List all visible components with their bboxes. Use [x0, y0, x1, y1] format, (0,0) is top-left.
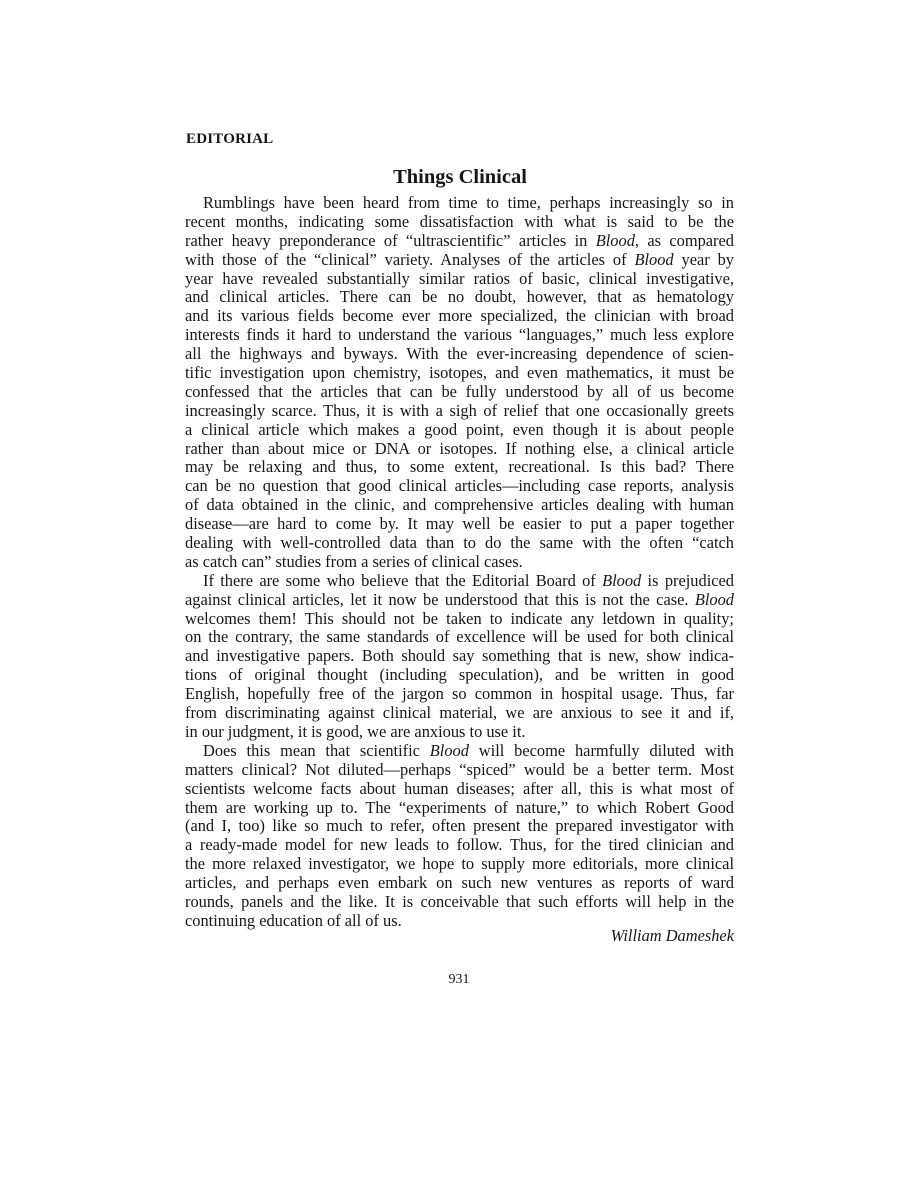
article-title: Things Clinical	[393, 166, 527, 188]
body-line: the more relaxed investigator, we hope to supply more editorials, more clinical	[185, 855, 734, 874]
body-line: and its various fields become ever more specialized, the clinician with broad	[185, 307, 734, 326]
body-line: of data obtained in the clinic, and comprehensive articles dealing with human	[185, 496, 734, 515]
italic-journal-name: Blood	[595, 231, 635, 250]
body-line: welcomes them! This should not be taken to indicate any letdown in quality;	[185, 609, 734, 628]
body-line: in our judgment, it is good, we are anxious to use it.	[185, 722, 526, 741]
section-label: EDITORIAL	[186, 131, 274, 147]
body-line: from discriminating against clinical material, we are anxious to see it and if,	[185, 704, 734, 723]
body-line: as catch can” studies from a series of clinical cases.	[185, 552, 523, 571]
article-body	[185, 194, 734, 931]
body-line: on the contrary, the same standards of excellence will be used for both clinical	[185, 628, 734, 647]
body-line: rather heavy preponderance of “ultrascientific” articles in Blood, as compared	[185, 231, 734, 250]
body-line: can be no question that good clinical articles—including case reports, analysis	[185, 477, 734, 496]
body-line: confessed that the articles that can be fully understood by all of us become	[185, 382, 734, 401]
body-line: English, hopefully free of the jargon so common in hospital usage. Thus, far	[185, 685, 734, 704]
body-line: a clinical article which makes a good point, even though it is about people	[185, 420, 734, 439]
page-number: 931	[448, 972, 470, 987]
body-line: Does this mean that scientific Blood will become harmfully diluted with	[203, 741, 734, 760]
italic-journal-name: Blood	[694, 590, 734, 609]
body-line: a ready-made model for new leads to follow. Thus, for the tired clinician and	[185, 836, 734, 855]
body-line: continuing education of all of us.	[185, 911, 402, 930]
body-line: Rumblings have been heard from time to time, perhaps increasingly so in	[203, 194, 734, 212]
body-line: and clinical articles. There can be no doubt, however, that as hematology	[185, 288, 734, 307]
body-line: tific investigation upon chemistry, isotopes, and even mathematics, it must be	[185, 364, 734, 383]
body-line: with those of the “clinical” variety. Analyses of the articles of Blood year by	[185, 250, 734, 269]
body-line: them are working up to. The “experiments of nature,” to which Robert Good	[185, 798, 734, 817]
author-signature: William Dameshek	[610, 926, 734, 945]
italic-journal-name: Blood	[429, 741, 469, 760]
body-line: rather than about mice or DNA or isotopes. If nothing else, a clinical article	[185, 439, 734, 458]
body-line: If there are some who believe that the Editorial Board of Blood is prejudiced	[203, 571, 734, 590]
body-line: and investigative papers. Both should say something that is new, show indica-	[185, 647, 734, 666]
italic-journal-name: Blood	[634, 250, 674, 269]
body-line: matters clinical? Not diluted—perhaps “spiced” would be a better term. Most	[185, 760, 734, 779]
body-line: disease—are hard to come by. It may well be easier to put a paper together	[185, 515, 734, 534]
italic-journal-name: Blood	[602, 571, 642, 590]
body-line: against clinical articles, let it now be understood that this is not the case. Blood	[185, 590, 734, 609]
body-line: all the highways and byways. With the ever-increasing dependence of scien-	[185, 345, 734, 364]
body-line: recent months, indicating some dissatisfaction with what is said to be the	[185, 212, 734, 231]
body-line: dealing with well-controlled data than to do the same with the often “catch	[185, 534, 734, 553]
body-line: tions of original thought (including speculation), and be written in good	[185, 666, 734, 685]
body-line: scientists welcome facts about human diseases; after all, this is what most of	[185, 779, 734, 798]
body-line: interests finds it hard to understand the various “languages,” much less explore	[185, 326, 734, 345]
body-line: articles, and perhaps even embark on such new ventures as reports of ward	[185, 874, 734, 893]
body-line: increasingly scarce. Thus, it is with a sigh of relief that one occasionally greets	[185, 401, 734, 420]
body-line: may be relaxing and thus, to some extent, recreational. Is this bad? There	[185, 458, 734, 477]
body-line: rounds, panels and the like. It is conceivable that such efforts will help in the	[185, 892, 734, 911]
body-line: year have revealed substantially similar ratios of basic, clinical investigative,	[185, 269, 734, 288]
body-line: (and I, too) like so much to refer, often present the prepared investigator with	[185, 817, 734, 836]
